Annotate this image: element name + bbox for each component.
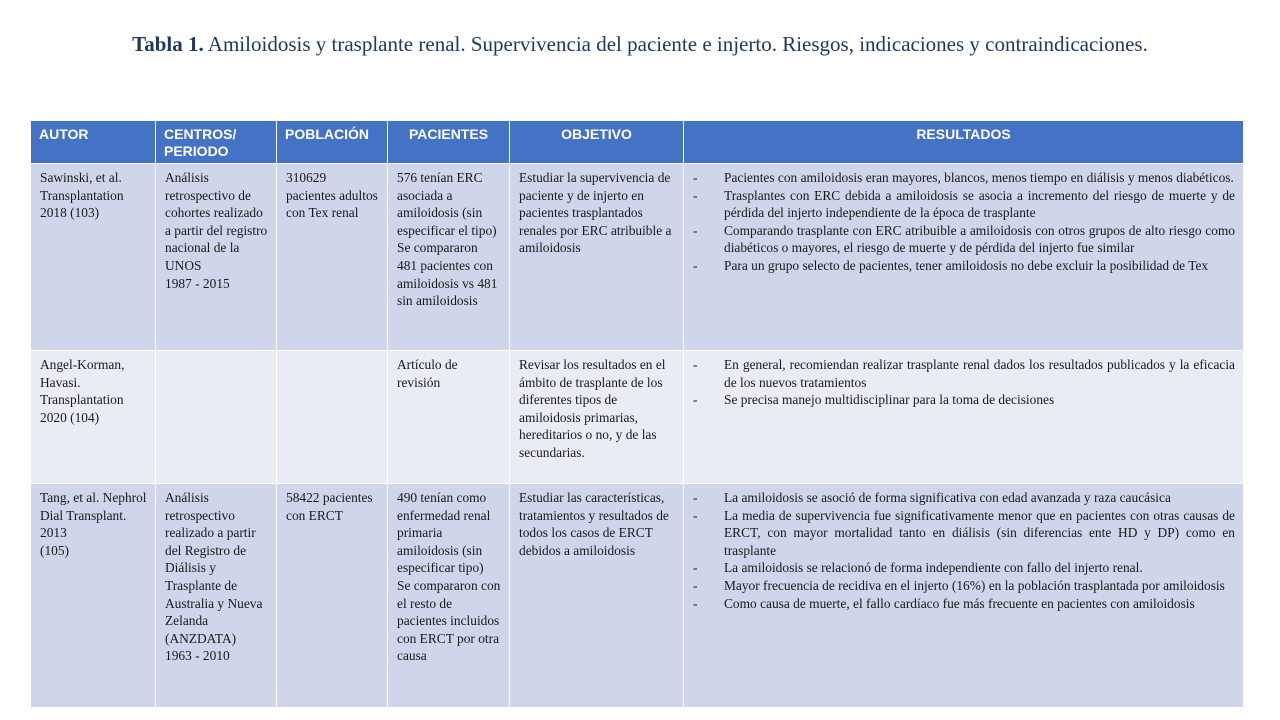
- cell-poblacion: [277, 164, 388, 351]
- list-item: - Para un grupo selecto de pacientes, tener amiloidosis no debe excluir la posibilidad de Tex: [693, 257, 1235, 275]
- results-table: [30, 120, 1244, 708]
- header-resultados: RESULTADOS: [684, 121, 1244, 164]
- cell-centros-text: Análisis retrospectivo de cohortes realizado a partir del registro nacional de la UNOS 1987 - 2015: [165, 170, 268, 291]
- results-list: [693, 169, 1235, 275]
- cell-autor-text: Sawinski, et al. Transplantation 2018 (103): [40, 170, 124, 221]
- cell-objetivo: [510, 351, 684, 484]
- cell-objetivo-text: Estudiar las características, tratamientos y resultados de todos los casos de ERCT debidos a amiloidosis: [519, 490, 669, 558]
- cell-centros: [156, 164, 277, 351]
- table-row: [31, 351, 1244, 484]
- header-pacientes: PACIENTES: [388, 121, 510, 164]
- cell-autor: [31, 164, 156, 351]
- cell-poblacion: [277, 351, 388, 484]
- list-item: - La amiloidosis se asoció de forma significativa con edad avanzada y raza caucásica: [693, 489, 1235, 507]
- table-header-row: [31, 121, 1244, 164]
- cell-pacientes-text: 490 tenían como enfermedad renal primaria amiloidosis (sin especificar tipo) Se compararon con el resto de pacientes incluidos con ERCT por otra causa: [397, 490, 501, 664]
- cell-pacientes: [388, 484, 510, 708]
- list-item: - La media de supervivencia fue significativamente menor que en pacientes con otras causas de ERCT, con mayor mortalidad tanto en diálisis (sin diferencias ente HD y DP) como en trasplante: [693, 507, 1235, 560]
- list-item: - En general, recomiendan realizar trasplante renal dados los resultados publicados y la eficacia de los nuevos tratamientos: [693, 356, 1235, 391]
- list-item: - Trasplantes con ERC debida a amiloidosis se asocia a incremento del riesgo de muerte y de pérdida del injerto independiente de la época de trasplante: [693, 187, 1235, 222]
- results-list: [693, 489, 1235, 612]
- cell-autor: [31, 351, 156, 484]
- header-poblacion: POBLACIÓN: [277, 121, 388, 164]
- list-item: - Como causa de muerte, el fallo cardíaco fue más frecuente en pacientes con amiloidosis: [693, 595, 1235, 613]
- cell-pacientes-text: 576 tenían ERC asociada a amiloidosis (sin especificar el tipo) Se compararon 481 pacientes con amiloidosis vs 481 sin amiloidosis: [397, 170, 498, 309]
- header-autor: AUTOR: [31, 121, 156, 164]
- table-title-text: Amiloidosis y trasplante renal. Supervivencia del paciente e injerto. Riesgos, indicaciones y contraindicaciones.: [203, 32, 1148, 56]
- list-item: - Se precisa manejo multidisciplinar para la toma de decisiones: [693, 391, 1235, 409]
- cell-poblacion: [277, 484, 388, 708]
- cell-objetivo-text: Estudiar la supervivencia de paciente y de injerto en pacientes trasplantados renales por ERC atribuible a amiloidosis: [519, 170, 672, 256]
- list-item: - Pacientes con amiloidosis eran mayores, blancos, menos tiempo en diálisis y menos diabéticos.: [693, 169, 1235, 187]
- table-row: [31, 164, 1244, 351]
- list-item: - La amiloidosis se relacionó de forma independiente con fallo del injerto renal.: [693, 559, 1235, 577]
- table-title: [0, 31, 1280, 58]
- cell-autor-text: Tang, et al. Nephrol Dial Transplant. 2013 (105): [40, 490, 147, 558]
- cell-resultados: [684, 351, 1244, 484]
- header-objetivo: OBJETIVO: [510, 121, 684, 164]
- cell-resultados: [684, 484, 1244, 708]
- cell-centros: [156, 351, 277, 484]
- cell-objetivo: [510, 164, 684, 351]
- header-centros: CENTROS/ PERIODO: [156, 121, 277, 164]
- table-title-label: Tabla 1.: [132, 32, 204, 56]
- cell-poblacion-text: 58422 pacientes con ERCT: [286, 490, 373, 523]
- list-item: - Comparando trasplante con ERC atribuible a amiloidosis con otros grupos de alto riesgo como diabéticos o mayores, el riesgo de muerte y de pérdida del injerto fue similar: [693, 222, 1235, 257]
- table-row: [31, 484, 1244, 708]
- cell-centros-text: Análisis retrospectivo realizado a partir del Registro de Diálisis y Trasplante de Australia y Nueva Zelanda (ANZDATA) 1963 - 2010: [165, 490, 263, 664]
- cell-centros: [156, 484, 277, 708]
- cell-pacientes: [388, 164, 510, 351]
- cell-resultados: [684, 164, 1244, 351]
- cell-autor-text: Angel-Korman, Havasi. Transplantation 2020 (104): [40, 357, 125, 425]
- cell-poblacion-text: 310629 pacientes adultos con Tex renal: [286, 170, 378, 221]
- results-list: [693, 356, 1235, 409]
- cell-pacientes-text: Artículo de revisión: [397, 357, 458, 390]
- cell-objetivo: [510, 484, 684, 708]
- cell-pacientes: [388, 351, 510, 484]
- cell-objetivo-text: Revisar los resultados en el ámbito de trasplante de los diferentes tipos de amiloidosis primarias, hereditarios o no, y de las secundarias.: [519, 357, 666, 460]
- cell-autor: [31, 484, 156, 708]
- list-item: - Mayor frecuencia de recidiva en el injerto (16%) en la población trasplantada por amiloidosis: [693, 577, 1235, 595]
